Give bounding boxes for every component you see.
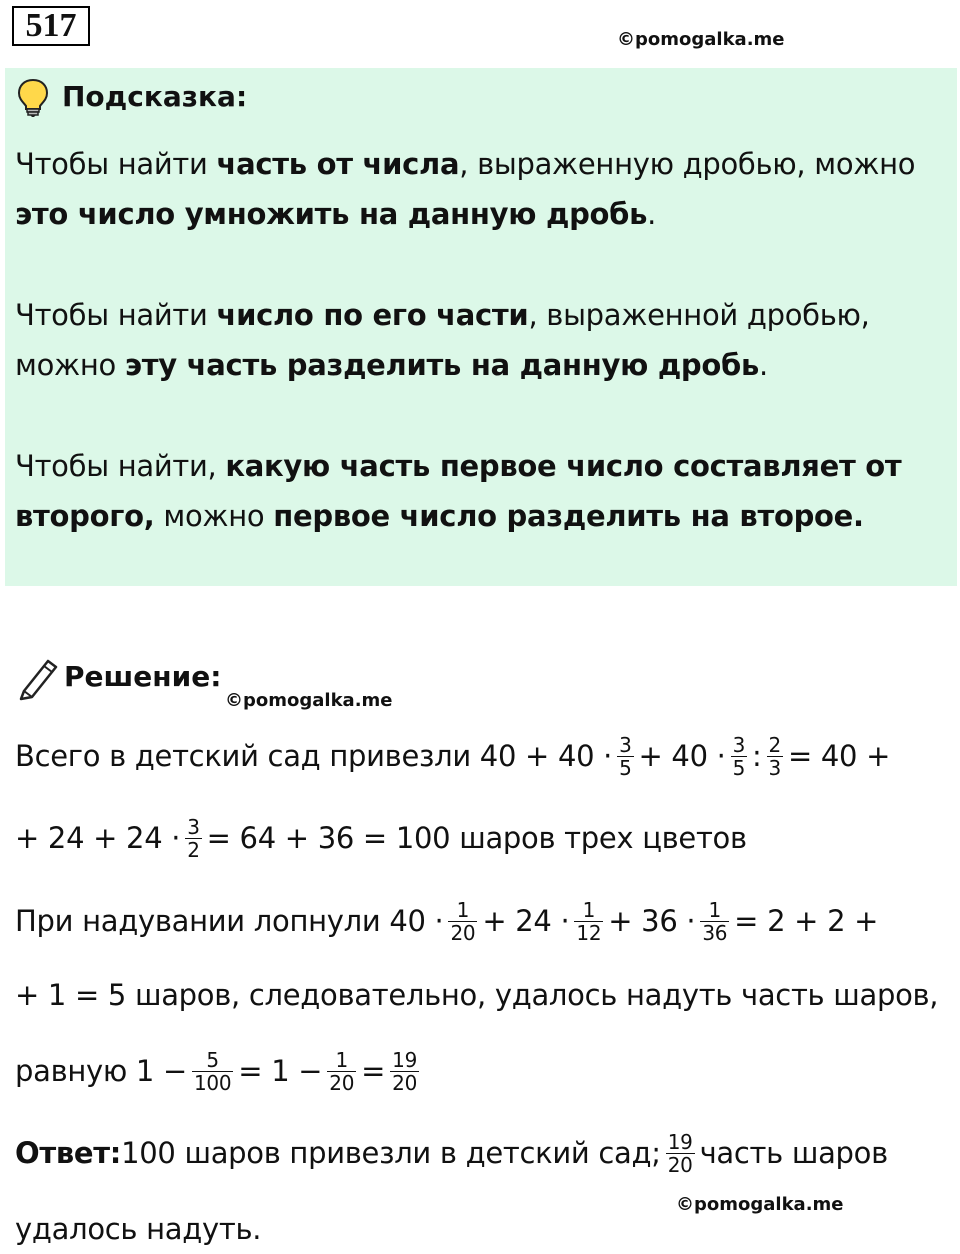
watermark-bottom: ©pomogalka.me: [676, 1194, 844, 1215]
solution-line-5: равную 1 − $\frac{5}{100}$ = 1 − $\frac{1}{20}$ = $\frac{19}{20}$: [15, 1047, 417, 1095]
fraction: $\frac{3}{5}$: [619, 732, 632, 780]
solution-line-4: + 1 = 5 шаров, следовательно, удалось надуть часть шаров,: [15, 978, 939, 1012]
fraction: $\frac{2}{3}$: [768, 732, 781, 780]
lightbulb-icon: [16, 78, 50, 118]
hint-paragraph-2: Чтобы найти число по его части, выраженной дробью, можно эту часть разделить на данную дробь.: [15, 298, 870, 382]
solution-line-2: + 24 + 24 · $\frac{3}{2}$ = 64 + 36 = 100 шаров трех цветов: [15, 814, 747, 862]
solution-line-3: При надувании лопнули 40 · $\frac{1}{20}$ + 24 · $\frac{1}{12}$ + 36 · $\frac{1}{36}$ = 2 + 2 +: [15, 897, 879, 945]
hint-title: Подсказка:: [62, 80, 248, 113]
fraction: $\frac{19}{20}$: [392, 1047, 417, 1095]
pencil-icon: [16, 655, 60, 701]
fraction: $\frac{1}{36}$: [702, 897, 728, 945]
fraction: $\frac{5}{100}$: [194, 1047, 232, 1095]
problem-number: 517: [12, 6, 90, 46]
answer-line-1: Ответ: 100 шаров привезли в детский сад; $\frac{19}{20}$ часть шаров: [15, 1129, 888, 1177]
watermark-top: ©pomogalka.me: [617, 29, 785, 50]
hint-paragraph-3: Чтобы найти, какую часть первое число составляет от второго, можно первое число разделить на второе.: [15, 449, 902, 533]
watermark-middle: ©pomogalka.me: [225, 690, 393, 711]
hint-paragraph-1: Чтобы найти часть от числа, выраженную дробью, можно это число умножить на данную дробь.: [15, 147, 916, 231]
fraction: $\frac{3}{2}$: [187, 814, 200, 862]
fraction: $\frac{19}{20}$: [667, 1129, 693, 1177]
solution-title: Решение:: [64, 660, 222, 693]
answer-line-2: удалось надуть.: [15, 1212, 262, 1246]
solution-line-1: Всего в детский сад привезли 40 + 40 · $\frac{3}{5}$ + 40 · $\frac{3}{5}$ : $\frac{2}{3}$ = 40 +: [15, 732, 891, 780]
fraction: $\frac{3}{5}$: [732, 732, 746, 780]
fraction: $\frac{1}{12}$: [576, 897, 602, 945]
answer-label: Ответ:: [15, 1136, 122, 1170]
fraction: $\frac{1}{20}$: [450, 897, 476, 945]
fraction: $\frac{1}{20}$: [329, 1047, 355, 1095]
